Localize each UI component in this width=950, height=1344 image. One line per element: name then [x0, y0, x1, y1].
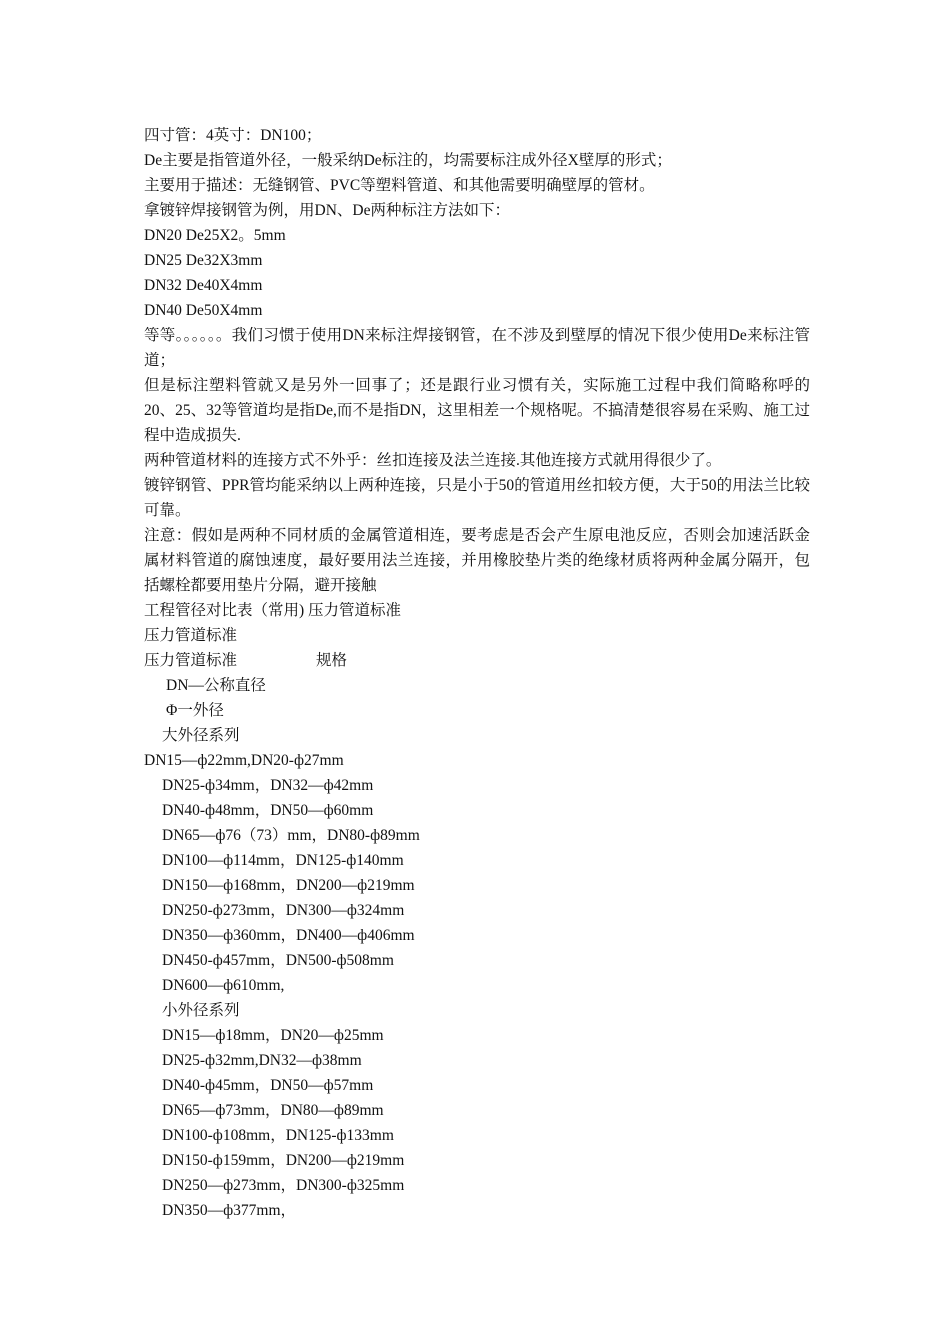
list-item: DN40-ф48mm，DN50—ф60mm — [162, 802, 374, 819]
list-item: DN100-ф108mm，DN125-ф133mm — [162, 1127, 394, 1144]
list-item: DN100—ф114mm，DN125-ф140mm — [162, 852, 404, 869]
definition-dn: DN—公称直径 — [166, 677, 266, 694]
list-item: DN150—ф168mm，DN200—ф219mm — [162, 877, 415, 894]
text-line: DN20 De25X2。5mm — [144, 227, 286, 244]
header-col-standard: 压力管道标准 — [144, 652, 238, 669]
small-series-title: 小外径系列 — [162, 1002, 240, 1019]
list-item: DN250-ф273mm，DN300—ф324mm — [162, 902, 405, 919]
list-item: DN65—ф76（73）mm，DN80-ф89mm — [162, 827, 420, 844]
paragraph: 镀锌钢管、PPR管均能采纳以上两种连接，只是小于50的管道用丝扣较方便，大于50的用法兰比较可靠。 — [144, 477, 810, 519]
paragraph: 注意：假如是两种不同材质的金属管道相连，要考虑是否会产生原电池反应，否则会加速活跃金属材料管道的腐蚀速度，最好要用法兰连接，并用橡胶垫片类的绝缘材质将两种金属分隔开，包括螺栓都要用垫片分隔，避开接触 — [144, 527, 810, 594]
document-body — [144, 123, 810, 1223]
list-item: DN450-ф457mm，DN500-ф508mm — [162, 952, 394, 969]
list-item: DN25-ф34mm，DN32—ф42mm — [162, 777, 374, 794]
header-col-spec: 规格 — [316, 652, 348, 669]
text-line: DN32 De40X4mm — [144, 277, 263, 294]
text-line: DN25 De32X3mm — [144, 252, 263, 269]
list-item: DN25-ф32mm,DN32—ф38mm — [162, 1052, 362, 1069]
text-line: DN40 De50X4mm — [144, 302, 263, 319]
list-item: DN15—ф22mm,DN20-ф27mm — [144, 752, 344, 769]
text-line: 四寸管：4英寸：DN100； — [144, 127, 322, 144]
table-title: 工程管径对比表（常用) 压力管道标准 — [144, 602, 402, 619]
definition-phi: Φ一外径 — [166, 702, 224, 719]
paragraph: 两种管道材料的连接方式不外乎：丝扣连接及法兰连接.其他连接方式就用得很少了。 — [144, 452, 722, 469]
list-item: DN350—ф360mm，DN400—ф406mm — [162, 927, 415, 944]
list-item: DN40-ф45mm，DN50—ф57mm — [162, 1077, 374, 1094]
list-item: DN600—ф610mm, — [162, 977, 285, 994]
paragraph: 等等。。。。。。我们习惯于使用DN来标注焊接钢管，在不涉及到壁厚的情况下很少使用De来标注管道； — [144, 327, 810, 369]
list-item: DN15—ф18mm，DN20—ф25mm — [162, 1027, 384, 1044]
text-line: 主要用于描述：无缝钢管、PVC等塑料管道、和其他需要明确壁厚的管材。 — [144, 177, 655, 194]
large-series-title: 大外径系列 — [162, 727, 240, 744]
list-item: DN150-ф159mm，DN200—ф219mm — [162, 1152, 405, 1169]
paragraph: 但是标注塑料管就又是另外一回事了；还是跟行业习惯有关，实际施工过程中我们简略称呼的20、25、32等管道均是指De,而不是指DN，这里相差一个规格呢。不搞清楚很容易在采购、施工过程中造成损失. — [144, 377, 810, 444]
table-subtitle: 压力管道标准 — [144, 627, 238, 644]
text-line: 拿镀锌焊接钢管为例，用DN、De两种标注方法如下： — [144, 202, 510, 219]
list-item: DN65—ф73mm，DN80—ф89mm — [162, 1102, 384, 1119]
list-item: DN350—ф377mm， — [162, 1202, 297, 1219]
table-header-row — [144, 648, 810, 673]
text-line: De主要是指管道外径，一般采纳De标注的，均需要标注成外径X壁厚的形式； — [144, 152, 672, 169]
list-item: DN250—ф273mm，DN300-ф325mm — [162, 1177, 405, 1194]
